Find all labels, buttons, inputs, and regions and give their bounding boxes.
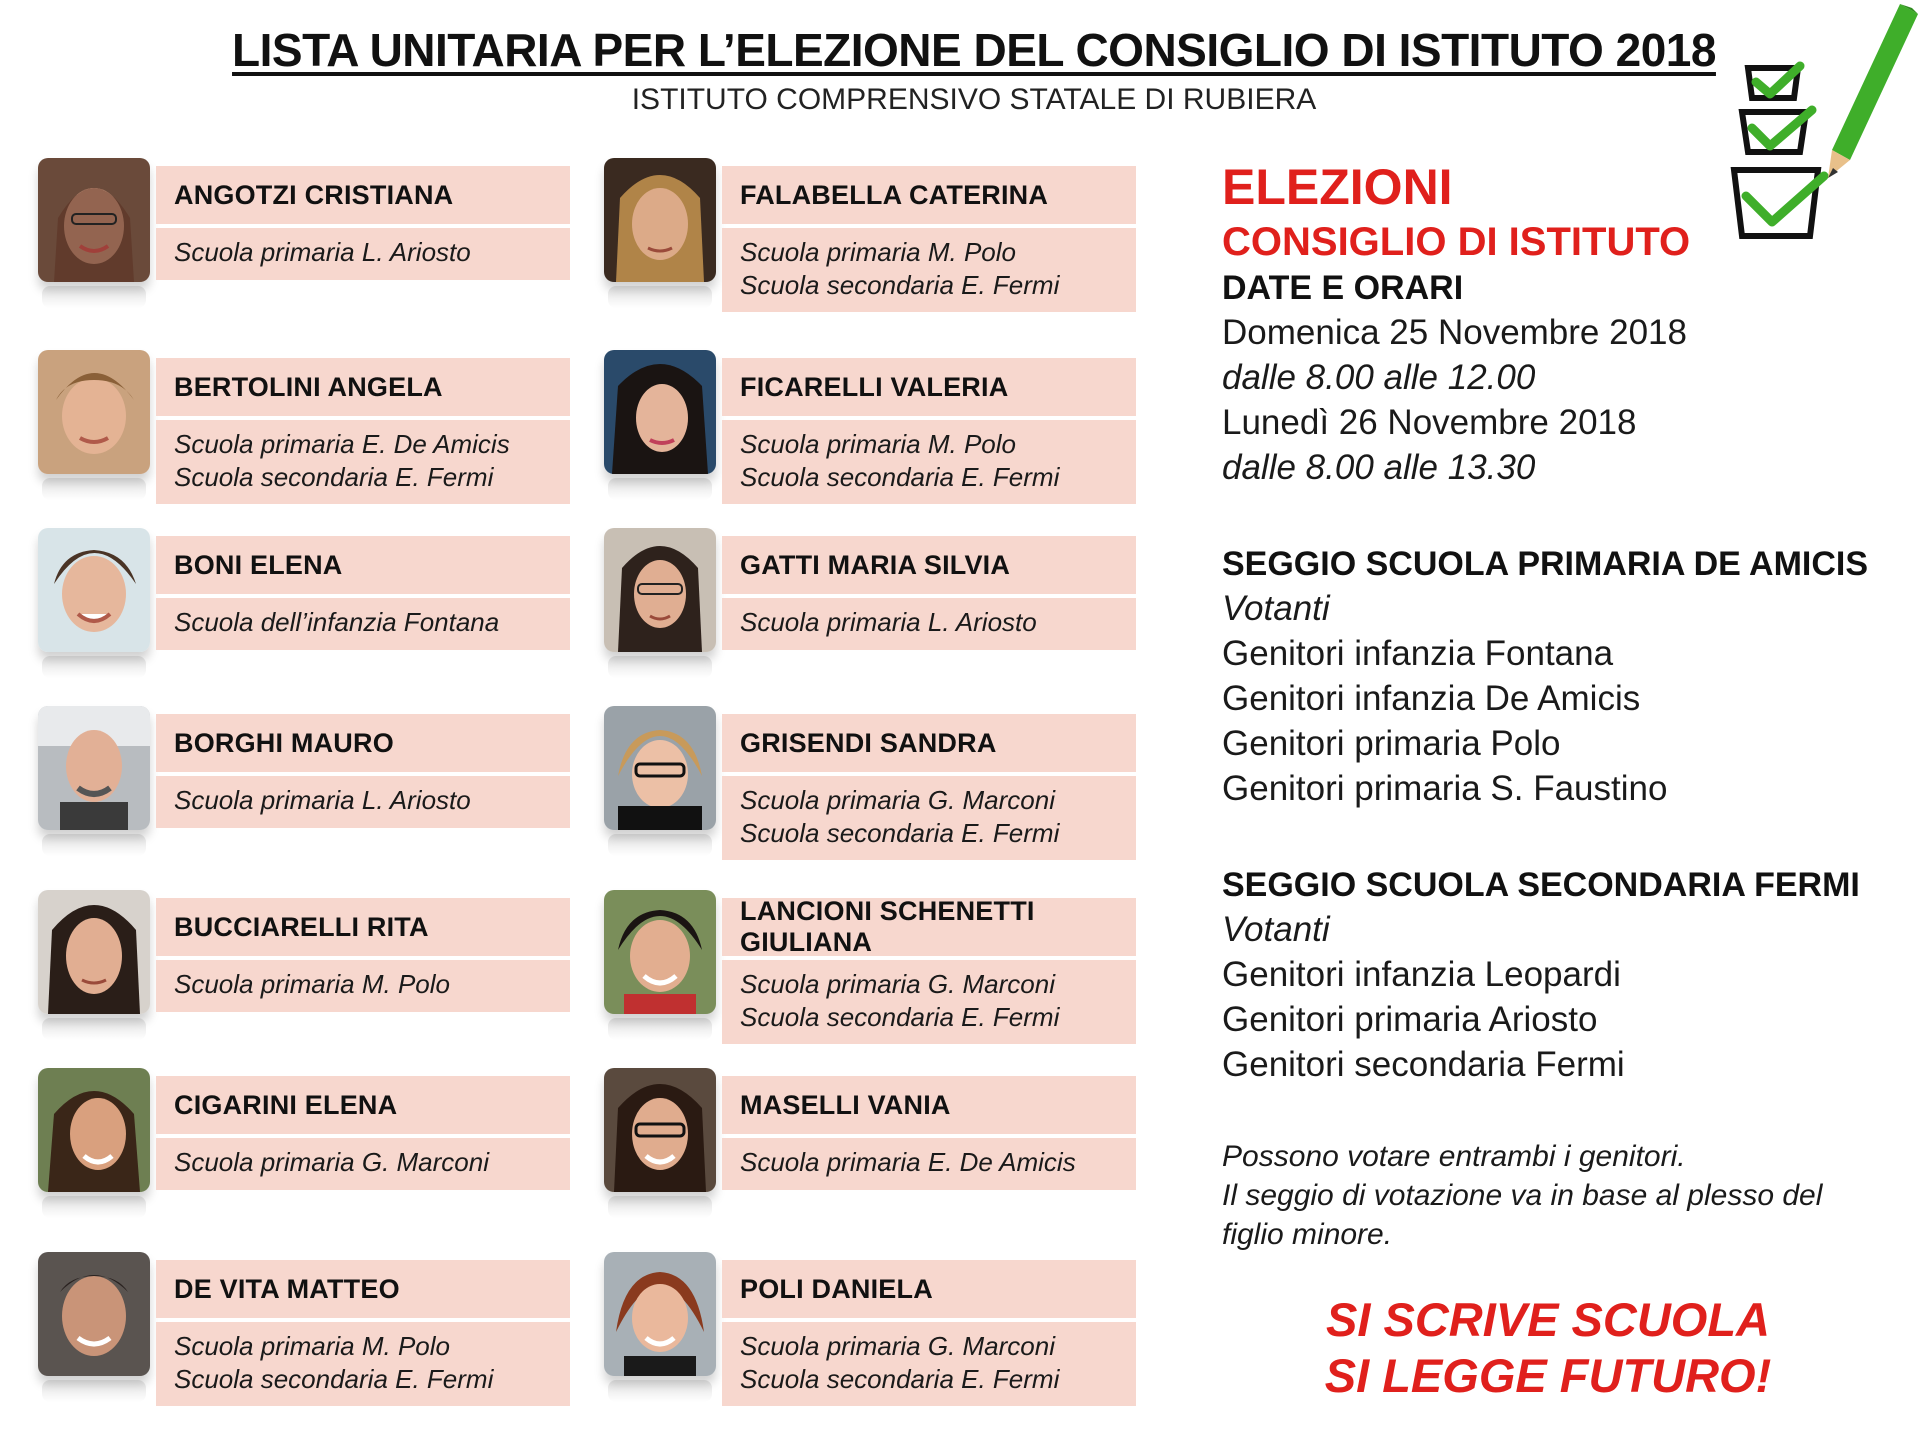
school-line: Scuola primaria G. Marconi [740,785,1055,815]
candidate-schools [156,598,570,650]
school-line: Scuola primaria M. Polo [740,429,1016,459]
candidate-photo [604,1252,716,1376]
candidate-name: FALABELLA CATERINA [722,166,1136,224]
photo-reflection [42,1196,146,1218]
school-line: Scuola dell’infanzia Fontana [174,607,500,637]
slogan [1258,1292,1838,1404]
candidate-photo [604,890,716,1014]
candidate-photo [604,528,716,652]
voter-line: Genitori primaria Ariosto [1222,1000,1598,1039]
photo-reflection [42,834,146,856]
candidate-photo [604,158,716,282]
candidate-photo [38,528,150,652]
photo-reflection [42,1018,146,1040]
header [0,22,1920,118]
slogan-line: SI SCRIVE SCUOLA [1326,1293,1770,1346]
voter-line: Genitori secondaria Fermi [1222,1045,1625,1084]
elections-title: ELEZIONI [1222,159,1453,215]
photo-reflection [608,478,712,500]
school-line: Scuola secondaria E. Fermi [740,1002,1060,1032]
candidate-name: LANCIONI SCHENETTI GIULIANA [722,898,1136,956]
time-line: dalle 8.00 alle 13.30 [1222,448,1536,487]
photo-reflection [42,1380,146,1402]
candidate-photo [38,158,150,282]
school-line: Scuola primaria E. De Amicis [740,1147,1076,1177]
candidate-schools [156,1138,570,1190]
info-panel [1222,160,1902,1254]
school-line: Scuola primaria L. Ariosto [740,607,1037,637]
school-line: Scuola secondaria E. Fermi [740,462,1060,492]
candidate-name: FICARELLI VALERIA [722,358,1136,416]
school-line: Scuola primaria L. Ariosto [174,237,471,267]
candidate-photo [604,1068,716,1192]
photo-reflection [608,656,712,678]
photo-reflection [42,286,146,308]
note-line: figlio minore. [1222,1218,1393,1251]
candidate-schools [722,1138,1136,1190]
candidate-name: BONI ELENA [156,536,570,594]
candidate-schools [722,598,1136,650]
photo-reflection [608,834,712,856]
candidate-name: GRISENDI SANDRA [722,714,1136,772]
candidate-name: POLI DANIELA [722,1260,1136,1318]
candidate-photo [604,350,716,474]
note-line: Il seggio di votazione va in base al plesso del [1222,1179,1823,1212]
photo-reflection [608,1380,712,1402]
candidate-photo [38,706,150,830]
voter-line: Genitori infanzia De Amicis [1222,679,1641,718]
voter-line: Genitori infanzia Fontana [1222,634,1614,673]
candidate-name: BERTOLINI ANGELA [156,358,570,416]
photo-reflection [608,286,712,308]
school-line: Scuola primaria G. Marconi [174,1147,489,1177]
voters-label: Votanti [1222,910,1330,949]
candidate-schools [722,960,1136,1044]
candidate-schools [156,776,570,828]
school-line: Scuola primaria M. Polo [740,237,1016,267]
photo-reflection [608,1018,712,1040]
school-line: Scuola primaria L. Ariosto [174,785,471,815]
candidate-photo [604,706,716,830]
date-line: Lunedì 26 Novembre 2018 [1222,403,1637,442]
candidate-schools [156,1322,570,1406]
date-line: Domenica 25 Novembre 2018 [1222,313,1687,352]
elections-subtitle: CONSIGLIO DI ISTITUTO [1222,220,1691,264]
candidate-name: GATTI MARIA SILVIA [722,536,1136,594]
page-title: LISTA UNITARIA PER L’ELEZIONE DEL CONSIGLIO DI ISTITUTO 2018 [232,24,1716,76]
candidate-name: BORGHI MAURO [156,714,570,772]
school-line: Scuola primaria M. Polo [174,1331,450,1361]
candidate-photo [38,1252,150,1376]
candidate-name: DE VITA MATTEO [156,1260,570,1318]
candidate-schools [722,228,1136,312]
photo-reflection [42,656,146,678]
page-subtitle: ISTITUTO COMPRENSIVO STATALE DI RUBIERA [631,83,1317,116]
candidate-name: CIGARINI ELENA [156,1076,570,1134]
slogan-line: SI LEGGE FUTURO! [1324,1349,1772,1402]
seggio-heading: SEGGIO SCUOLA PRIMARIA DE AMICIS [1222,545,1869,583]
candidate-photo [38,1068,150,1192]
voting-note [1222,1137,1902,1254]
candidate-photo [38,350,150,474]
candidate-name: MASELLI VANIA [722,1076,1136,1134]
voter-line: Genitori primaria S. Faustino [1222,769,1668,808]
time-line: dalle 8.00 alle 12.00 [1222,358,1536,397]
candidate-photo [38,890,150,1014]
voter-line: Genitori infanzia Leopardi [1222,955,1621,994]
candidate-schools [722,420,1136,504]
dates-heading: DATE E ORARI [1222,269,1464,307]
candidate-schools [722,776,1136,860]
voter-line: Genitori primaria Polo [1222,724,1561,763]
school-line: Scuola primaria M. Polo [174,969,450,999]
school-line: Scuola secondaria E. Fermi [174,1364,494,1394]
note-line: Possono votare entrambi i genitori. [1222,1140,1686,1173]
candidate-name: BUCCIARELLI RITA [156,898,570,956]
school-line: Scuola primaria G. Marconi [740,1331,1055,1361]
candidate-schools [156,960,570,1012]
school-line: Scuola secondaria E. Fermi [740,1364,1060,1394]
photo-reflection [608,1196,712,1218]
school-line: Scuola secondaria E. Fermi [174,462,494,492]
candidate-schools [156,420,570,504]
seggio-heading: SEGGIO SCUOLA SECONDARIA FERMI [1222,866,1860,904]
candidate-name: ANGOTZI CRISTIANA [156,166,570,224]
photo-reflection [42,478,146,500]
school-line: Scuola secondaria E. Fermi [740,270,1060,300]
school-line: Scuola primaria G. Marconi [740,969,1055,999]
candidate-schools [156,228,570,280]
school-line: Scuola primaria E. De Amicis [174,429,510,459]
candidate-schools [722,1322,1136,1406]
voters-label: Votanti [1222,589,1330,628]
school-line: Scuola secondaria E. Fermi [740,818,1060,848]
